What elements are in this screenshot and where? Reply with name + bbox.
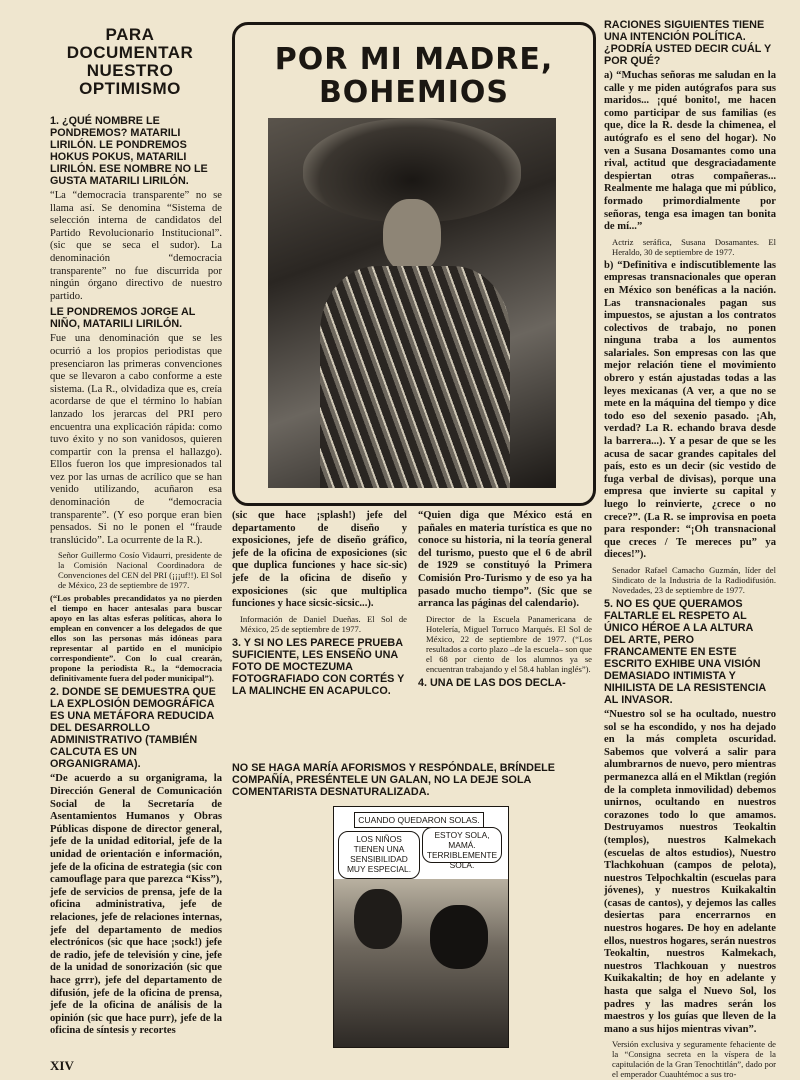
source-citation: Actriz seráfica, Susana Dosamantes. El Heraldo, 30 de septiembre de 1977.	[612, 236, 776, 257]
section-heading: 3. Y SI NO LES PARECE PRUEBA SUFICIENTE, LES ENSEÑO UNA FOTO DE MOCTEZUMA FOTOGRAFIADO CON CORTÉS Y LA MALINCHE EN ACAPULCO.	[232, 636, 405, 697]
column-4	[604, 16, 776, 1080]
source-quote: (“Los probables precandidatos ya no pierden el tiempo en hacer antesalas para buscar apoyo en las altas esferas políticas, ahora lo emplean en convencer a los delegados de que ellos son las personas más idóneas para representar al partido en el municipio correspondiente”. Con lo cual crearán, propone la periodista R., la “democracia definitivamente fuera del poder municipal”).	[50, 593, 222, 684]
section-heading: RACIONES SIGUIENTES TIENE UNA INTENCIÓN POLÍTICA. ¿PODRÍA USTED DECIR CUÁL Y POR QUÉ?	[604, 19, 771, 67]
source-citation: Información de Daniel Dueñas. El Sol de México, 25 de septiembre de 1977.	[240, 613, 407, 634]
speech-bubble-left: LOS NIÑOS TIENEN UNA SENSIBILIDAD MUY ESPECIAL.	[338, 831, 420, 879]
face-shape	[383, 199, 441, 273]
title-line: NUESTRO	[86, 61, 174, 80]
section-heading: 4. UNA DE LAS DOS DECLA-	[418, 676, 566, 689]
source-citation: Senador Rafael Camacho Guzmán, líder del Sindicato de la Industria de la Radiodifusión. Novedades, 23 de septiembre de 1977.	[612, 564, 776, 595]
paragraph: a) “Muchas señoras me saludan en la calle y me piden autógrafos para sus maridos... ¡qué bonito!, me hacen como participar de sus familias (es que, dice la R. desde la chimenea, el autógrafo es el seno del hogar). No ven a Susana Dosamantes como una rival, actitud que desgraciadamente despiertan otras compañeras... Realmente me halaga que mi público, formado primordialmente por señoras, tenga esa imagen tan bonita de mí...”	[604, 70, 776, 233]
headline-line: POR MI MADRE,	[274, 42, 554, 77]
column-3	[418, 510, 592, 740]
woman-right-shape	[430, 905, 488, 969]
comic-caption: CUANDO QUEDARON SOLAS.	[354, 812, 484, 828]
section-heading: 5. NO ES QUE QUERAMOS FALTARLE EL RESPETO AL ÚNICO HÉROE A LA ALTURA DEL ARTE, PERO FRANCAMENTE EN ESTE ESCRITO EXHIBE UNA VISIÓN DEMASIADO INTIMISTA Y NIHILISTA DE LA RESISTENCIA AL INVASOR.	[604, 597, 766, 706]
title-line: DOCUMENTAR	[66, 43, 194, 62]
paragraph: b) “Definitiva e indiscutiblemente las empresas transnacionales que operan en México son benéficas a la nación. Las transnacionales pagan sus impuestos, se ajustan a los contratos colectivos de trabajo, no ponen ninguna traba a los aumentos salariales. Son empresas con las que mejor relación tiene el movimiento obrero y están ajustadas todas a las leyes mexicanas (A ver, a que no se mete en la máquina del tiempo y dice todo eso del sexenio pasado. ¡Ah, verdad? La R. echando brava desde la barrera...). Y a pesar de que se les acusa de sacar grandes capitales del país, esto es un decir (sic vestido de fuga verbal de divisas), porque una empresa que invierte su capital y luego lo reinvierte, ¿crece o no crece?”. (La R. se improvisa en poeta para responder: “¡Oh transnacional que creces / Te mereces pu” ya dieces!”).	[604, 259, 776, 561]
title-line: PARA	[105, 25, 155, 44]
column-2	[232, 510, 407, 758]
comic-panel	[333, 806, 509, 1048]
paragraph: “Quien diga que México está en pañales en materia turística es que no conoce su historia, ni la teoría general del turismo, puesto que el 6 de abril de 1929 se constituyó la Primera Comisión Pro-Turismo y de eso ya ha pasado mucho tiempo”. (Sic que se arranca las páginas del calendario).	[418, 510, 592, 610]
paragraph: Fue una denominación que se les ocurrió a los propios periodistas que presenciaron las primeras convenciones que se llevaron a cabo conforme a este sistema. (La R., olvidadiza que es, creía acordarse de que el término lo habían lanzado los jerarcas del PRI pero encuentra una explicación rápida: como tuvo éxito y no son vanidosos, quieren compartir con la prensa el hallazgo). Ellos fueron los que impresionados tal vez por las urnas de acrílico que se han venido utilizando, acuñaron esa denominación de “democracia transparente”. (Y eso porque eran bien pensados. Si no le ponen el “fraude translúcido”. La ocurrente de la R.).	[50, 333, 222, 546]
headline-box	[232, 22, 596, 506]
headline	[235, 43, 593, 109]
source-citation: Señor Guillermo Cosío Vidaurri, presidente de la Comisión Nacional Coordinadora de Convenciones del CEN del PRI (¡¡¡uf!!). El Sol de México, 23 de septiembre de 1977.	[58, 550, 222, 591]
paragraph: “Nuestro sol se ha ocultado, nuestro sol se ha escondido, y nos ha dejado en la más completa oscuridad. Sabemos que volverá a salir para alumbrarnos de nuevo, pero mientras permanezca allá en el Miktlan (región de la completa inmovilidad) debemos unirnos, ocultando en nuestros corazones todo lo que amamos. Destruyamos nuestros Teokaltin (templos), nuestros Kalmekach (escuelas de altos estudios), Nuestro Tlachkohuan (campos de pelota), nuestros Telpochkaltin (escuelas para jóvenes), y nuestros Kuikakaltin (casas de cantos), y dejemos las calles desiertas para encerrarnos en nuestros hogares. De hoy en adelante ellos, nuestros hogares, serán nuestros Teokaltin, nuestros Kalmekach, nuestros Tlachkouan y nuestros Kuikakaltin; de hoy en adelante y hasta que salga el Nuevo Sol, los padres y las madres serán los maestros y los guías que lleven de la mano a sus hijos mientras vivan”.	[604, 708, 776, 1035]
section-heading: 2. DONDE SE DEMUESTRA QUE LA EXPLOSIÓN DEMOGRÁFICA ES UNA METÁFORA REDUCIDA DEL DESARROLLO ADMINISTRATIVO (TAMBIÉN CALCUTA ES UN ORGANIGRAMA).	[50, 686, 216, 771]
source-citation: Versión exclusiva y seguramente fehaciente de la “Consigna secreta en la víspera de la capitulación de la Gran Tenochtitlán”, dado por el emperador Cuauhtémoc a sus tro-	[612, 1039, 776, 1080]
column-1	[50, 112, 222, 1054]
comic-photo	[334, 879, 508, 1047]
paragraph: “La “democracia transparente” no se llama así. Se denomina “Sistema de selección interna de candidatos del Partido Revolucionario Institucional”. (sic que se seca el sudor). La denominación “democracia transparente” no fue discurrida por ningún órgano directivo de nuestro partido.	[50, 190, 222, 302]
page-number: XIV	[50, 1058, 74, 1073]
costume-shape	[320, 266, 510, 488]
section-heading: 1. ¿QUÉ NOMBRE LE PONDREMOS? MATARILI LIRILÓN. LE PONDREMOS HOKUS POKUS, MATARILI LIRILÓN. ESE NOMBRE NO LE GUSTA MATARILI LIRILÓN.	[50, 115, 208, 187]
section-heading: LE PONDREMOS JORGE AL NIÑO, MATARILI LIRILÓN.	[50, 306, 196, 331]
headline-line: BOHEMIOS	[318, 75, 510, 110]
speech-bubble-right: ESTOY SOLA, MAMÁ. TERRIBLEMENTE SOLA.	[422, 827, 502, 863]
woman-left-shape	[354, 889, 402, 949]
title-line: OPTIMISMO	[79, 79, 181, 98]
paragraph: (sic que hace ¡splash!) jefe del departamento de diseño y exposiciones, jefe de diseño gráfico, jefe de la oficina de exposiciones (sic que duplica funciones y hace sic-sic) jefe de la oficina de diseño y exposiciones (sic que multiplica funciones y hace sicsic-sicsic...).	[232, 510, 407, 610]
mariachi-photo	[268, 118, 556, 488]
source-citation: Director de la Escuela Panamericana de Hotelería, Miguel Torruco Marqués. El Sol de México, 22 de septiembre de 1977. (“Los resultados a corto plazo –de la escuela– son que el 68 por ciento de los alumnos ya se encuentran trabajando y el 58.4 hablan inglés”).	[426, 613, 592, 674]
paragraph: “De acuerdo a su organigrama, la Dirección General de Comunicación Social de la Secretaría de Asentamientos Humanos y Obras Públicas dispone de director general, jefe de la unidad editorial, jefe de la unidad de orientación e información, jefe de la oficina de estrategia (sic con camouflage para que parezca “Kiss”), jefe de servicios de prensa, jefe de la oficina administrativa, jefe de relaciones, jefe de relaciones internas, jefe del departamento de medios electrónicos (sic que hace ¡sock!) jefe de radio, jefe de televisión y cine, jefe de la unidad de sonorización (sic que hace grrr), jefe del departamento de difusión, jefe de la oficina de prensa, jefe de la oficina de análisis de la opinión (sic que hace purr), jefe de la oficina de síntesis y recortes	[50, 773, 222, 1037]
article-title	[40, 26, 220, 98]
comic-heading: NO SE HAGA MARÍA AFORISMOS Y RESPÓNDALE, BRÍNDELE COMPAÑÍA, PRESÉNTELE UN GALAN, NO LA DEJE SOLA COMENTARISTA DESNATURALIZADA.	[232, 762, 555, 798]
